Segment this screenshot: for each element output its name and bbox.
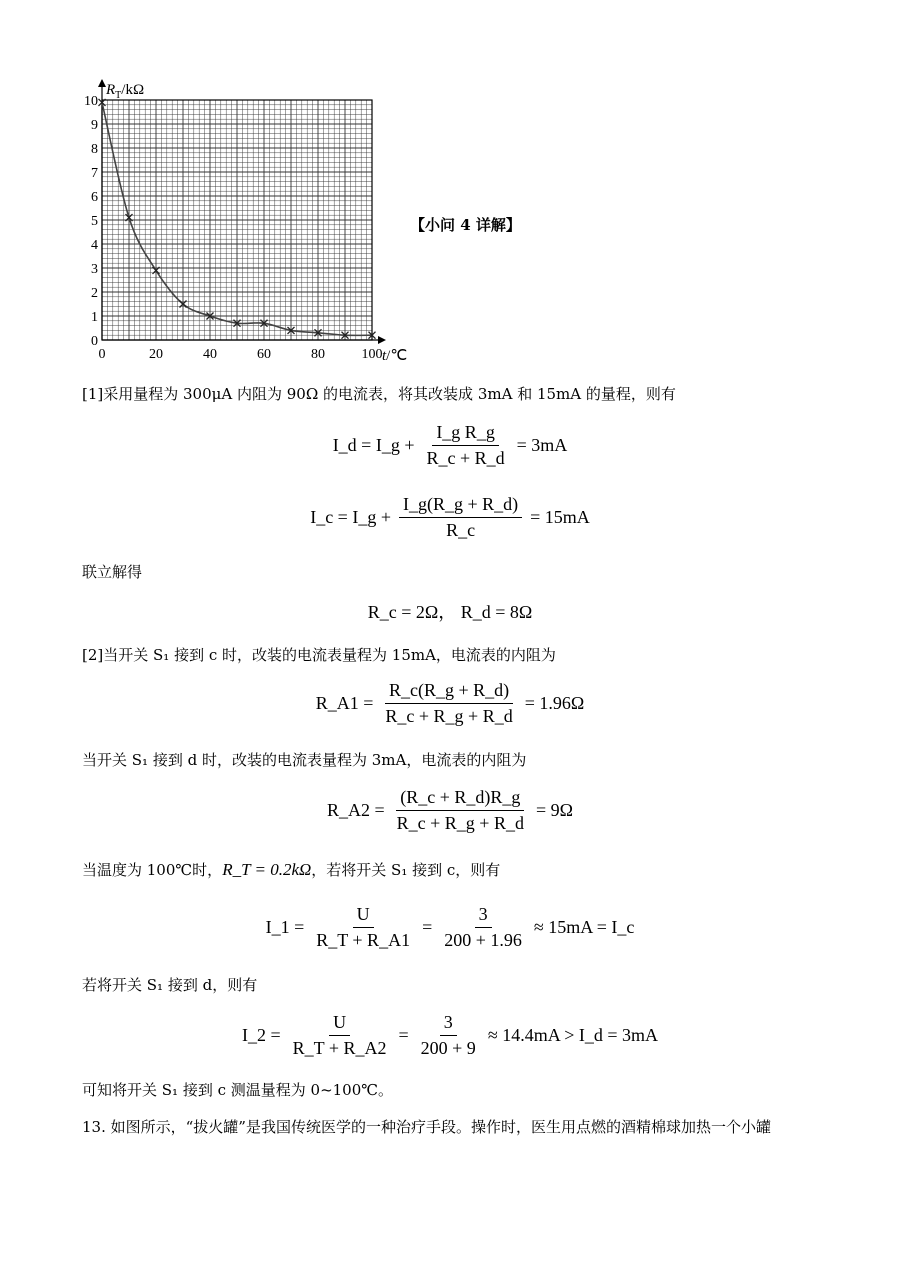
equation-7: I_2 = $\frac{U}{R\_T + R\_A2}$ = $\frac{3}{200 + 9}$ ≈ 14.4mA > I_d = 3mA [242, 1012, 658, 1058]
rt-temperature-chart [80, 78, 410, 368]
question-13-text: 13. 如图所示，“拔火罐”是我国传统医学的一种治疗手段。操作时，医生用点燃的酒精棉球加热一个小罐 [82, 1118, 771, 1136]
x-axis-label: t/℃ [382, 348, 408, 364]
paragraph-3: [2]当开关 S₁ 接到 c 时，改装的电流表量程为 15mA，电流表的内阻为 [82, 646, 556, 664]
x-tick-label: 40 [203, 347, 217, 362]
x-tick-label: 0 [98, 347, 106, 362]
paragraph-1: [1]采用量程为 300μA 内阻为 90Ω 的电流表，将其改装成 3mA 和 15mA 的量程，则有 [82, 385, 676, 403]
x-tick-label: 80 [311, 347, 325, 362]
paragraph-2: 联立解得 [82, 563, 143, 581]
equation-6: I_1 = $\frac{U}{R\_T + R\_A1}$ = $\frac{3}{200 + 1.96}$ ≈ 15mA = I_c [265, 904, 635, 950]
y-tick-label: 0 [91, 334, 98, 349]
y-tick-label: 7 [91, 166, 98, 181]
y-tick-label: 9 [91, 118, 98, 133]
y-tick-label: 6 [91, 190, 98, 205]
equation-4: R_A1 = $\frac{R\_c(R\_g + R\_d)}{R\_c + R\_g + R\_d}$ = 1.96Ω [315, 680, 585, 726]
section-heading: 【小问 4 详解】 [410, 216, 521, 234]
x-tick-label: 60 [257, 347, 271, 362]
x-axis-arrow [378, 336, 386, 344]
y-axis-label: $R_T/k\Omega$ [106, 82, 145, 101]
x-tick-label: 20 [149, 347, 163, 362]
y-tick-label: 1 [91, 310, 98, 325]
equation-2: I_c = I_g + $\frac{I\_g(R\_g + R\_d)}{R\_c}$ = 15mA [310, 494, 590, 540]
y-tick-label: 10 [84, 94, 98, 109]
x-tick-label: 100 [361, 347, 383, 362]
equation-5: R_A2 = $\frac{(R\_c + R\_d)R\_g}{R\_c + R\_g + R\_d}$ = 9Ω [327, 787, 573, 833]
equation-1: I_d = I_g + $\frac{\text{I\_g R\_g}}{R\_c + R\_d}$ = 3mA [332, 422, 568, 468]
equation-3: R_c = 2Ω， R_d = 8Ω [367, 602, 533, 622]
paragraph-4: 当开关 S₁ 接到 d 时，改装的电流表量程为 3mA，电流表的内阻为 [82, 751, 527, 769]
y-axis-arrow [98, 79, 106, 87]
paragraph-5: 当温度为 100℃时，R_T = 0.2kΩ，若将开关 S₁ 接到 c，则有 [82, 860, 501, 879]
y-tick-label: 8 [91, 142, 98, 157]
chart-axes [98, 79, 386, 344]
y-tick-label: 3 [91, 262, 98, 277]
y-tick-label: 2 [91, 286, 98, 301]
paragraph-7: 可知将开关 S₁ 接到 c 测温量程为 0~100℃。 [82, 1081, 394, 1099]
chart-grid [102, 100, 372, 340]
y-tick-label: 5 [91, 214, 98, 229]
y-tick-label: 4 [91, 238, 98, 253]
paragraph-6: 若将开关 S₁ 接到 d，则有 [82, 976, 258, 994]
